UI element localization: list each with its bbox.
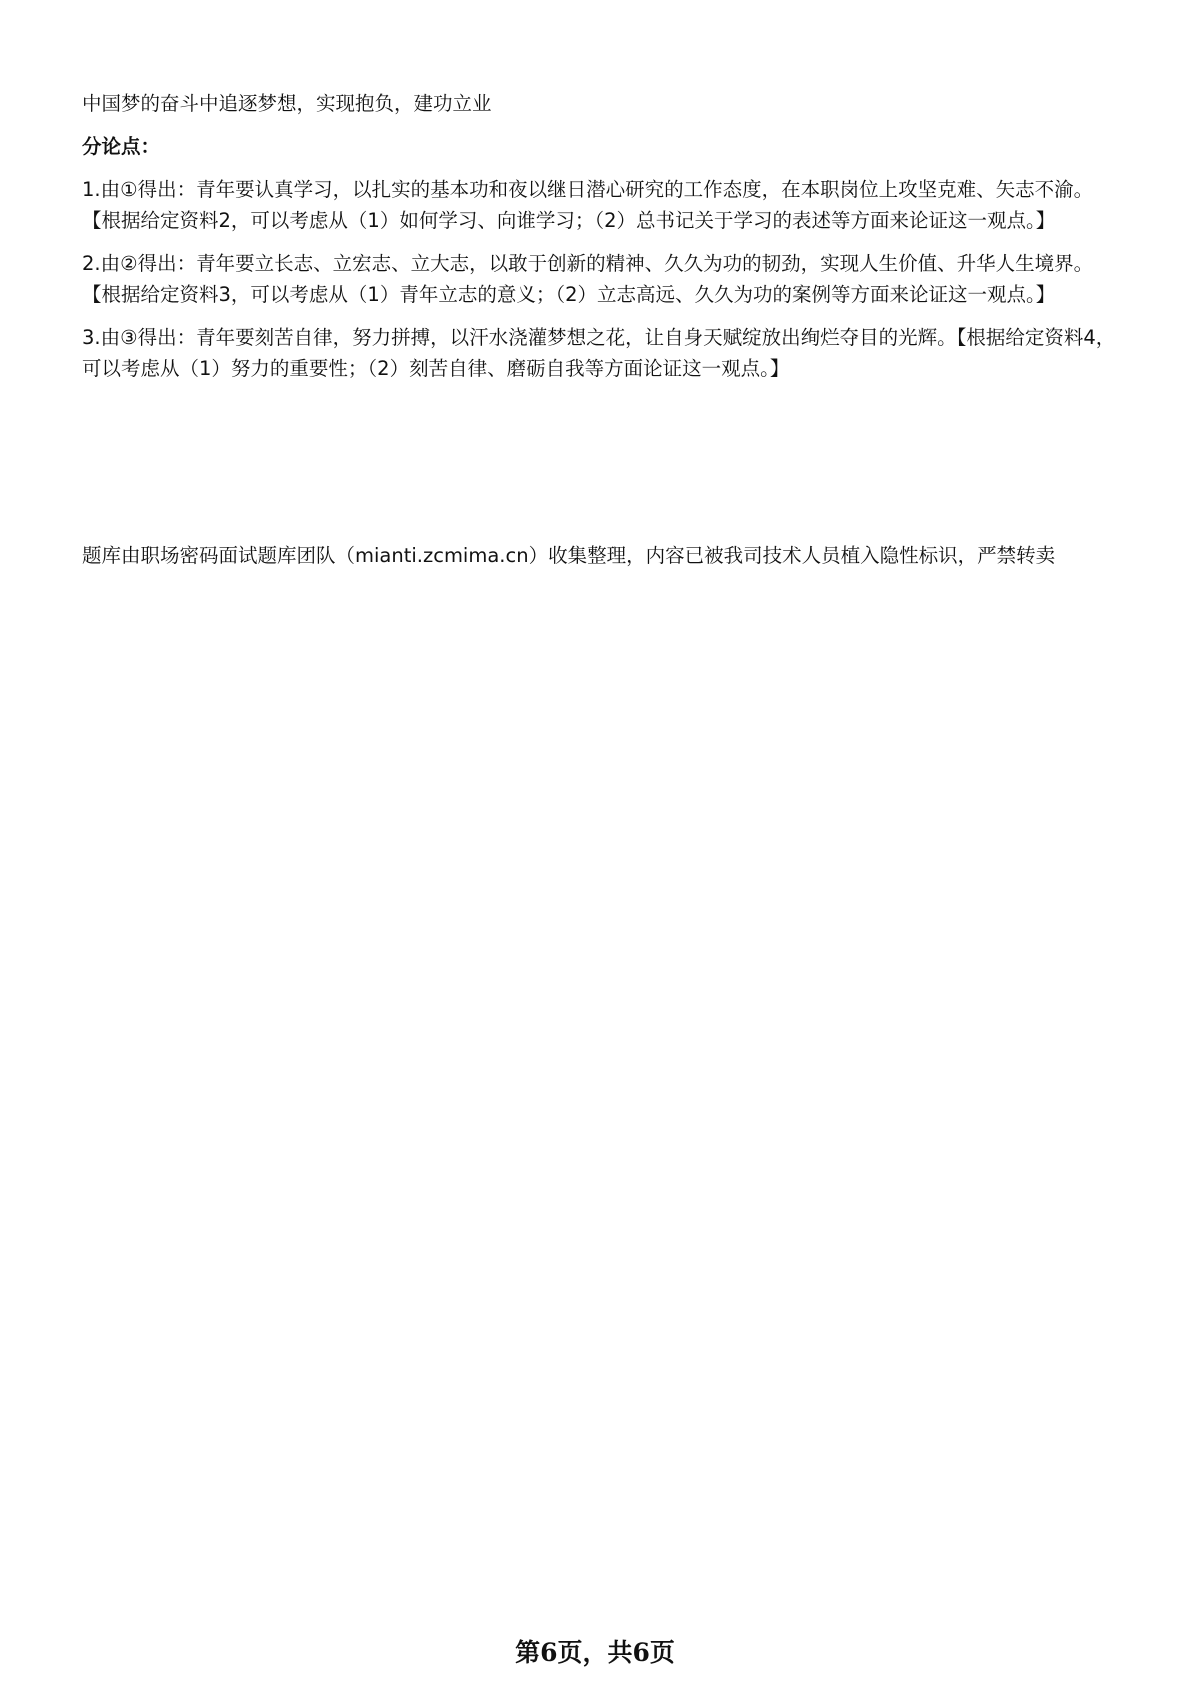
point-2: 2.由②得出：青年要立长志、立宏志、立大志，以敢于创新的精神、久久为功的韧劲，实现人生价值、升华人生境界。【根据给定资料3，可以考虑从（1）青年立志的意义；（2）立志高远、久久为功的案例等方面来论证这一观点。】 [82, 252, 1094, 306]
section-heading: 分论点： [82, 135, 161, 158]
copyright-notice: 题库由职场密码面试题库团队（mianti.zcmima.cn）收集整理，内容已被我司技术人员植入隐性标识，严禁转卖 [82, 544, 1056, 567]
point-3: 3.由③得出：青年要刻苦自律，努力拼搏，以汗水浇灌梦想之花，让自身天赋绽放出绚烂夺目的光辉。【根据给定资料4，可以考虑从（1）努力的重要性；（2）刻苦自律、磨砺自我等方面论证这一观点。】 [82, 326, 1116, 380]
intro-line: 中国梦的奋斗中追逐梦想，实现抱负，建功立业 [82, 92, 492, 115]
page-number: 第6页，共6页 [515, 1638, 675, 1667]
point-1: 1.由①得出：青年要认真学习，以扎实的基本功和夜以继日潜心研究的工作态度，在本职岗位上攻坚克难、矢志不渝。【根据给定资料2，可以考虑从（1）如何学习、向谁学习；（2）总书记关于学习的表述等方面来论证这一观点。】 [82, 178, 1094, 232]
document-body [82, 88, 1122, 396]
